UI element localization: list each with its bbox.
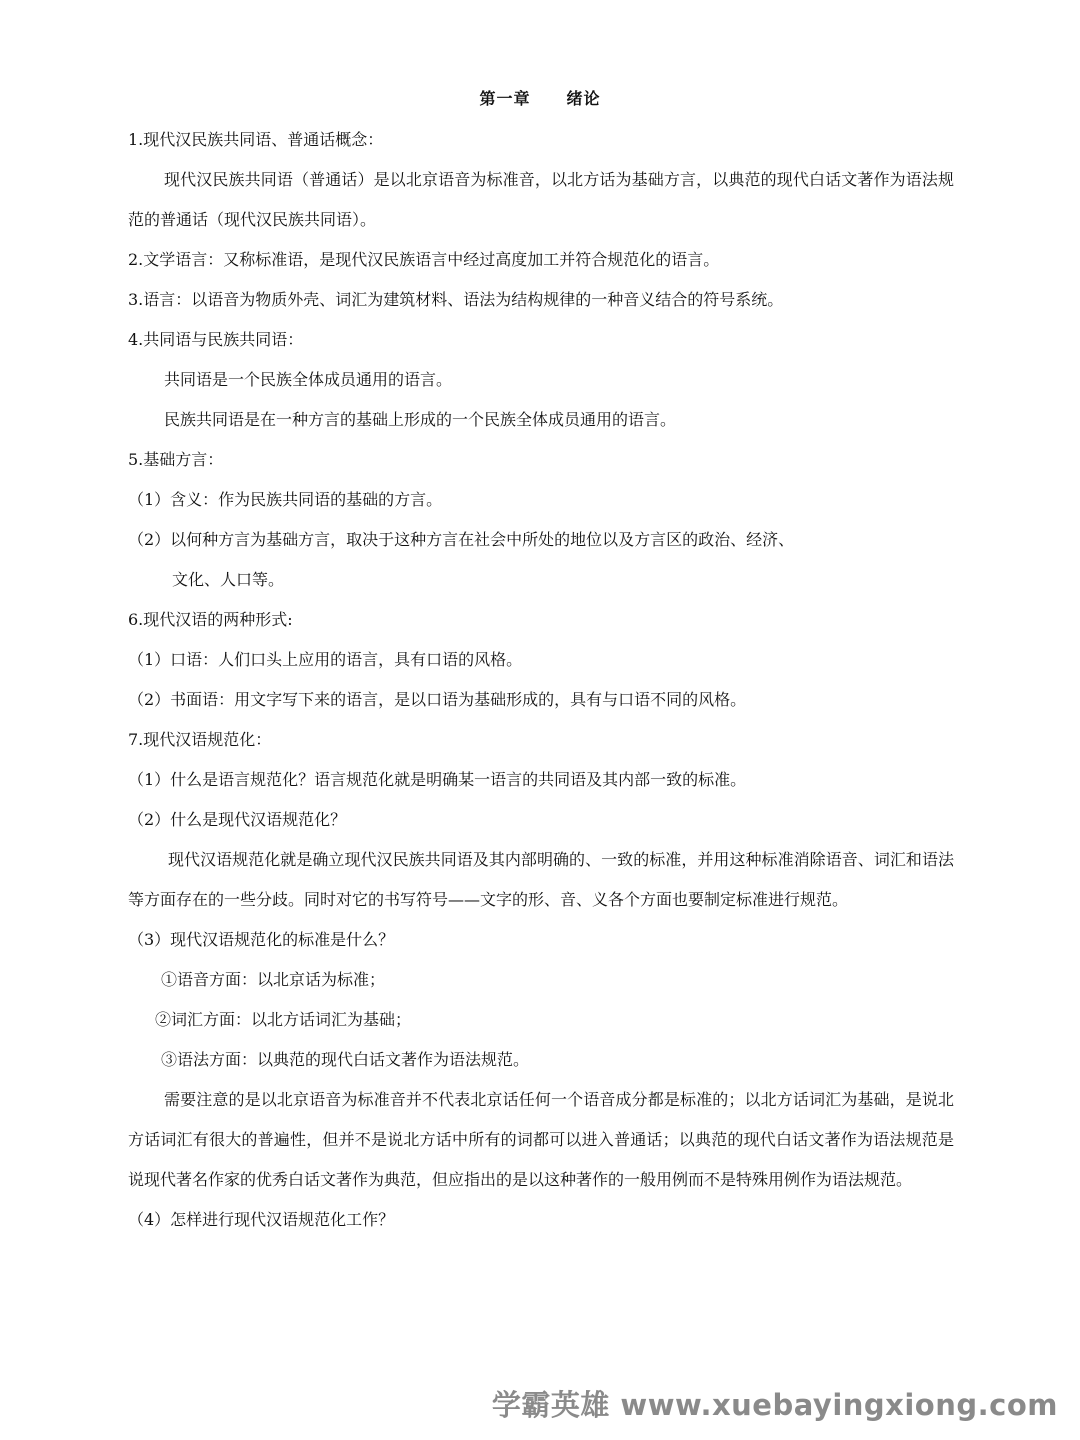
section-7-standard-3: ③语法方面：以典范的现代白话文著作为语法规范。 <box>161 1050 530 1069</box>
section-4-line-1: 共同语是一个民族全体成员通用的语言。 <box>164 370 453 389</box>
section-4-heading: 4.共同语与民族共同语： <box>128 330 304 349</box>
section-6-heading: 6.现代汉语的两种形式: <box>128 610 293 629</box>
section-7-heading: 7.现代汉语规范化： <box>128 730 272 749</box>
section-5-item-2: （2）以何种方言为基础方言，取决于这种方言在社会中所处的地位以及方言区的政治、经济、 <box>128 530 795 549</box>
section-7-item-1: （1）什么是语言规范化？语言规范化就是明确某一语言的共同语及其内部一致的标准。 <box>128 770 747 789</box>
section-7-item-2-body: 现代汉语规范化就是确立现代汉民族共同语及其内部明确的、一致的标准，并用这种标准消除语音、词汇和语法等方面存在的一些分歧。同时对它的书写符号——文字的形、音、义各个方面也要制定标准进行规范。 <box>128 850 954 909</box>
section-3: 3.语言：以语音为物质外壳、词汇为建筑材料、语法为结构规律的一种音义结合的符号系统。 <box>128 290 784 309</box>
section-2: 2.文学语言：又称标准语，是现代汉民族语言中经过高度加工并符合规范化的语言。 <box>128 250 720 269</box>
section-4-line-2: 民族共同语是在一种方言的基础上形成的一个民族全体成员通用的语言。 <box>164 410 677 429</box>
chapter-title <box>0 86 1080 109</box>
section-5-heading: 5.基础方言： <box>128 450 224 469</box>
document-body <box>128 120 954 1240</box>
section-7-standard-1: ①语音方面：以北京话为标准； <box>161 970 386 989</box>
chapter-number: 第一章 <box>479 89 531 108</box>
section-6-item-1: （1）口语：人们口头上应用的语言，具有口语的风格。 <box>128 650 523 669</box>
section-7-item-4: （4）怎样进行现代汉语规范化工作？ <box>128 1210 395 1229</box>
section-1-heading: 1.现代汉民族共同语、普通话概念： <box>128 130 384 149</box>
site-watermark: 学霸英雄 www.xuebayingxiong.com <box>491 1388 1058 1422</box>
section-7-item-2: （2）什么是现代汉语规范化？ <box>128 810 347 829</box>
chapter-name: 绪论 <box>566 89 601 108</box>
section-7-standard-2: ②词汇方面：以北方话词汇为基础； <box>155 1010 412 1029</box>
section-7-note: 需要注意的是以北京语音为标准音并不代表北京话任何一个语音成分都是标准的；以北方话词汇为基础，是说北方话词汇有很大的普遍性，但并不是说北方话中所有的词都可以进入普通话；以典范的现代白话文著作为语法规范是说现代著名作家的优秀白话文著作为典范，但应指出的是以这种著作的一般用例而不是特殊用例作为语法规范。 <box>128 1090 954 1189</box>
section-5-item-1: （1）含义：作为民族共同语的基础的方言。 <box>128 490 443 509</box>
section-6-item-2: （2）书面语：用文字写下来的语言，是以口语为基础形成的，具有与口语不同的风格。 <box>128 690 747 709</box>
section-1-body: 现代汉民族共同语（普通话）是以北京语音为标准音，以北方话为基础方言，以典范的现代白话文著作为语法规范的普通话（现代汉民族共同语）。 <box>128 170 954 229</box>
section-5-item-2-cont: 文化、人口等。 <box>172 570 285 589</box>
section-7-item-3: （3）现代汉语规范化的标准是什么？ <box>128 930 395 949</box>
